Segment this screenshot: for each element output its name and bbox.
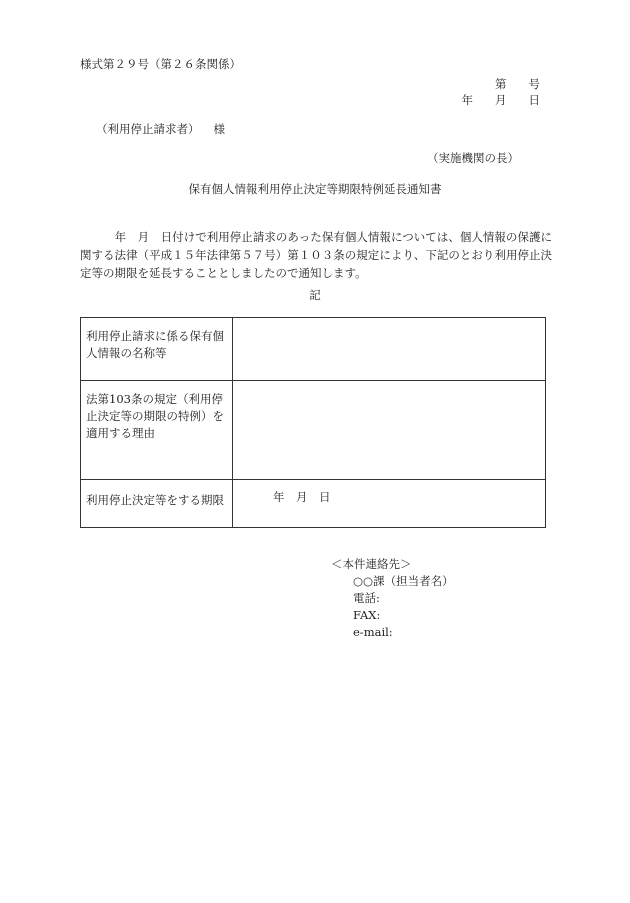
body-text: 年 月 日付けで利用停止請求のあった保有個人情報については、個人情報の保護に関する法律（平成１５年法律第５７号）第１０３条の規定により、下記のとおり利用停止決定等の期限を延長することとしましたので通知します。 bbox=[80, 230, 552, 280]
recipient bbox=[96, 124, 225, 136]
recipient-name: （利用停止請求者） bbox=[96, 122, 200, 136]
contact-block bbox=[331, 556, 454, 641]
contact-email: e-mail: bbox=[353, 625, 393, 639]
row-value: 年 月 日 bbox=[233, 480, 546, 528]
date-year: 年 bbox=[461, 93, 473, 107]
table-row bbox=[81, 381, 546, 480]
recipient-suffix: 様 bbox=[213, 122, 225, 136]
date-day: 日 bbox=[528, 93, 540, 107]
doc-no-suffix: 号 bbox=[528, 77, 540, 91]
contact-heading: ＜本件連絡先＞ bbox=[331, 557, 412, 571]
table-row bbox=[81, 318, 546, 381]
form-number: 様式第２９号（第２６条関係） bbox=[80, 57, 241, 71]
row-label: 法第103条の規定（利用停止決定等の期限の特例）を適用する理由 bbox=[81, 381, 233, 480]
doc-no-prefix: 第 bbox=[495, 77, 507, 91]
row-label: 利用停止決定等をする期限 bbox=[81, 480, 233, 528]
sender: （実施機関の長） bbox=[427, 151, 519, 165]
document-title: 保有個人情報利用停止決定等期限特例延長通知書 bbox=[188, 182, 442, 196]
contact-fax: FAX: bbox=[353, 608, 381, 622]
date-month: 月 bbox=[495, 93, 507, 107]
issue-date bbox=[462, 95, 541, 107]
row-value bbox=[233, 318, 546, 381]
ki-heading: 記 bbox=[309, 288, 321, 302]
document-number bbox=[495, 79, 540, 91]
notice-table bbox=[80, 317, 546, 528]
table-row bbox=[81, 480, 546, 528]
contact-section: ○○課（担当者名） bbox=[353, 574, 454, 588]
row-label: 利用停止請求に係る保有個人情報の名称等 bbox=[81, 318, 233, 381]
contact-phone: 電話: bbox=[353, 591, 380, 605]
row-value bbox=[233, 381, 546, 480]
